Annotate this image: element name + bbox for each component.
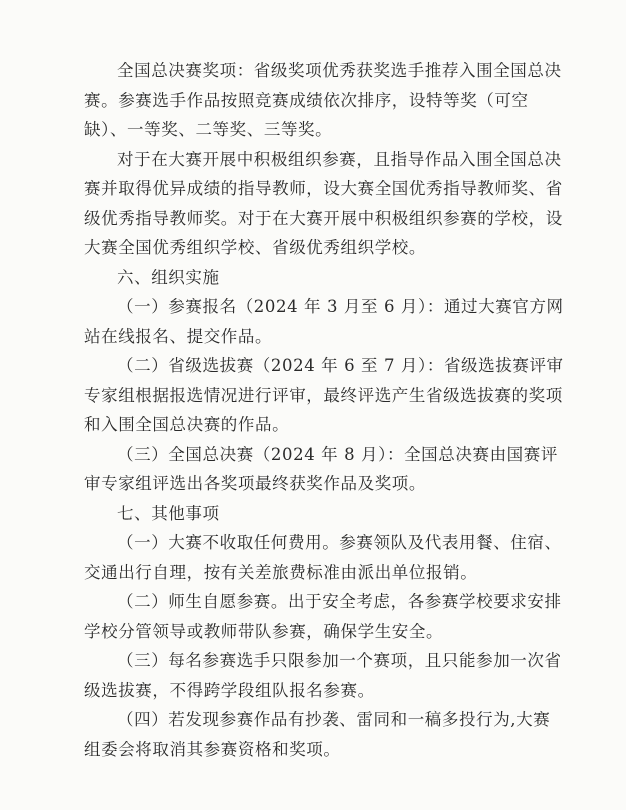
section-heading-organization: 六、组织实施 (117, 267, 220, 287)
section-heading-other-matters: 七、其他事项 (117, 503, 220, 523)
paragraph-teacher-school-awards: 对于在大赛开展中积极组织参赛，且指导作品入围全国总决赛并取得优异成绩的指导教师，设大赛全国优秀指导教师奖、省级优秀指导教师奖。对于在大赛开展中积极组织参赛的学校，设大赛全国优秀组织学校、省级优秀组织学校。 (84, 149, 563, 257)
paragraph-national-final: （三）全国总决赛（2024 年 8 月）：全国总决赛由国赛评审专家组评选出各奖项最终获奖作品及奖项。 (84, 444, 558, 493)
paragraph-national-awards: 全国总决赛奖项：省级奖项优秀获奖选手推荐入围全国总决赛。参赛选手作品按照竞赛成绩依次排序，设特等奖（可空缺）、一等奖、二等奖、三等奖。 (84, 61, 562, 139)
paragraph-registration: （一）参赛报名（2024 年 3 月至 6 月）：通过大赛官方网站在线报名、提交作品。 (84, 297, 564, 346)
paragraph-plagiarism: （四）若发现参赛作品有抄袭、雷同和一稿多投行为,大赛组委会将取消其参赛资格和奖项。 (84, 710, 551, 759)
paragraph-provincial-selection: （二）省级选拔赛（2024 年 6 至 7 月）：省级选拔赛评审专家组根据报选情况进行评审，最终评选产生省级选拔赛的奖项和入围全国总决赛的作品。 (84, 356, 564, 434)
paragraph-voluntary: （二）师生自愿参赛。出于安全考虑，各参赛学校要求安排学校分管领导或教师带队参赛，确保学生安全。 (84, 592, 562, 641)
paragraph-one-event: （三）每名参赛选手只限参加一个赛项，且只能参加一次省级选拔赛，不得跨学段组队报名参赛。 (84, 651, 562, 700)
paragraph-fees: （一）大赛不收取任何费用。参赛领队及代表用餐、住宿、交通出行自理，按有关差旅费标准由派出单位报销。 (84, 533, 562, 582)
